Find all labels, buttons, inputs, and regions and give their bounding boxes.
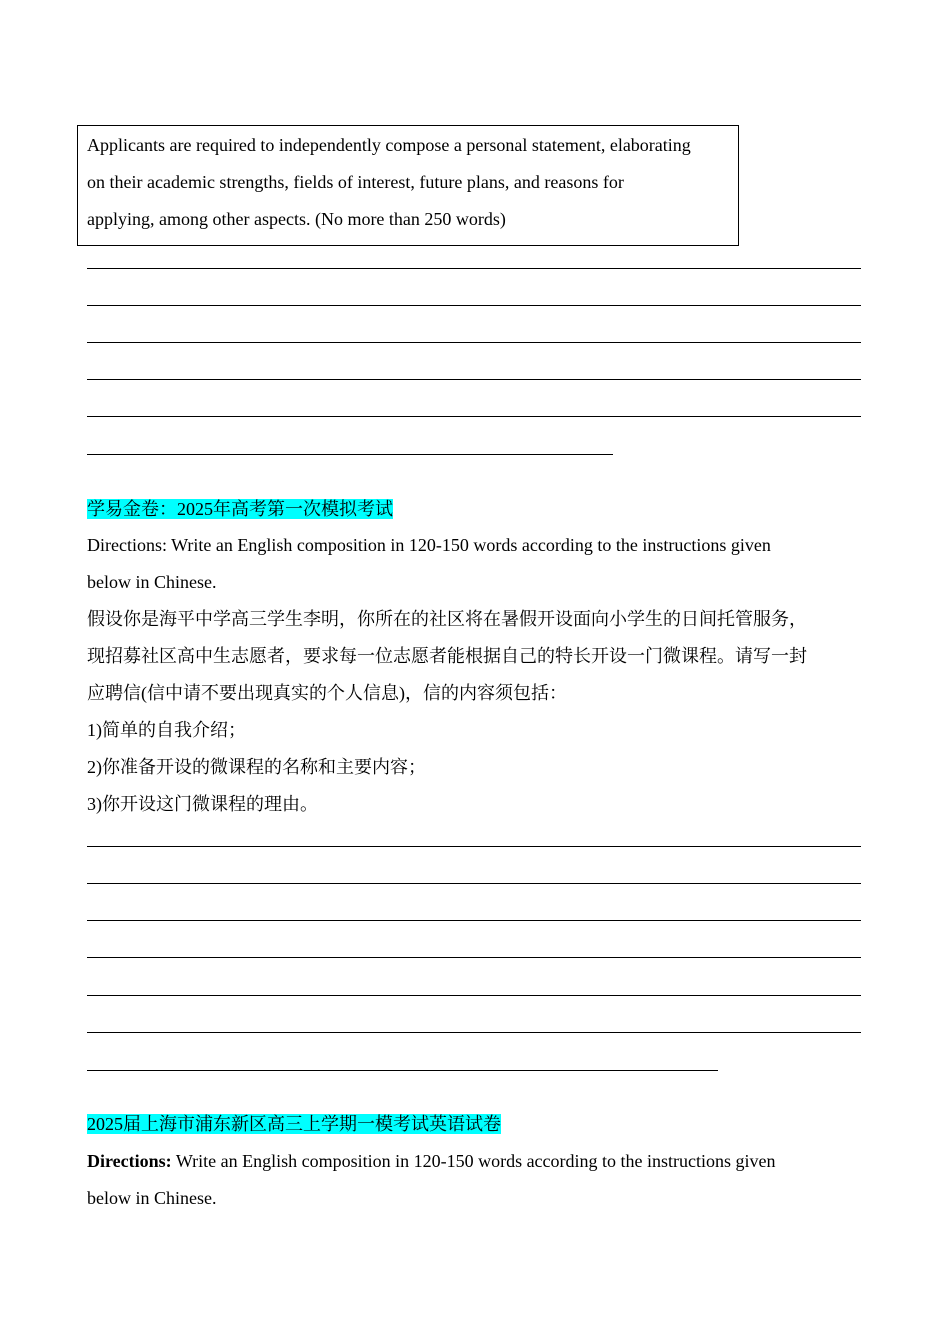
answer-line bbox=[87, 268, 861, 269]
statement-line: Applicants are required to independently compose a personal statement, elaborating bbox=[87, 135, 691, 155]
prompt-item: 3)你开设这门微课程的理由。 bbox=[87, 794, 318, 814]
answer-line bbox=[87, 920, 861, 921]
answer-line bbox=[87, 1032, 861, 1033]
answer-line bbox=[87, 883, 861, 884]
answer-line bbox=[87, 995, 861, 996]
answer-line bbox=[87, 454, 613, 455]
prompt-item: 2)你准备开设的微课程的名称和主要内容； bbox=[87, 757, 426, 777]
answer-line bbox=[87, 416, 861, 417]
directions-line: below in Chinese. bbox=[87, 1188, 217, 1208]
prompt-line: 现招募社区高中生志愿者，要求每一位志愿者能根据自己的特长开设一门微课程。请写一封 bbox=[87, 646, 807, 666]
prompt-line: 假设你是海平中学高三学生李明，你所在的社区将在暑假开设面向小学生的日间托管服务， bbox=[87, 609, 807, 629]
answer-line bbox=[87, 846, 861, 847]
answer-line bbox=[87, 1070, 718, 1071]
section-heading bbox=[87, 491, 393, 528]
statement-line: applying, among other aspects. (No more than 250 words) bbox=[87, 209, 506, 229]
directions-line: below in Chinese. bbox=[87, 572, 217, 592]
directions-line bbox=[87, 1143, 776, 1180]
directions-text: Write an English composition in 120-150 words according to the instructions given bbox=[171, 1151, 776, 1171]
answer-line bbox=[87, 305, 861, 306]
statement-line: on their academic strengths, fields of interest, future plans, and reasons for bbox=[87, 172, 624, 192]
directions-line: Directions: Write an English composition in 120-150 words according to the instructions given bbox=[87, 535, 771, 555]
answer-line bbox=[87, 342, 861, 343]
section-heading bbox=[87, 1106, 501, 1143]
answer-line bbox=[87, 379, 861, 380]
highlighted-heading: 学易金卷：2025年高考第一次模拟考试 bbox=[87, 499, 393, 519]
answer-line bbox=[87, 957, 861, 958]
highlighted-heading: 2025届上海市浦东新区高三上学期一模考试英语试卷 bbox=[87, 1114, 501, 1134]
prompt-item: 1)简单的自我介绍； bbox=[87, 720, 246, 740]
statement-box bbox=[77, 125, 739, 246]
directions-label: Directions: bbox=[87, 1151, 172, 1171]
prompt-line: 应聘信(信中请不要出现真实的个人信息)，信的内容须包括： bbox=[87, 683, 567, 703]
